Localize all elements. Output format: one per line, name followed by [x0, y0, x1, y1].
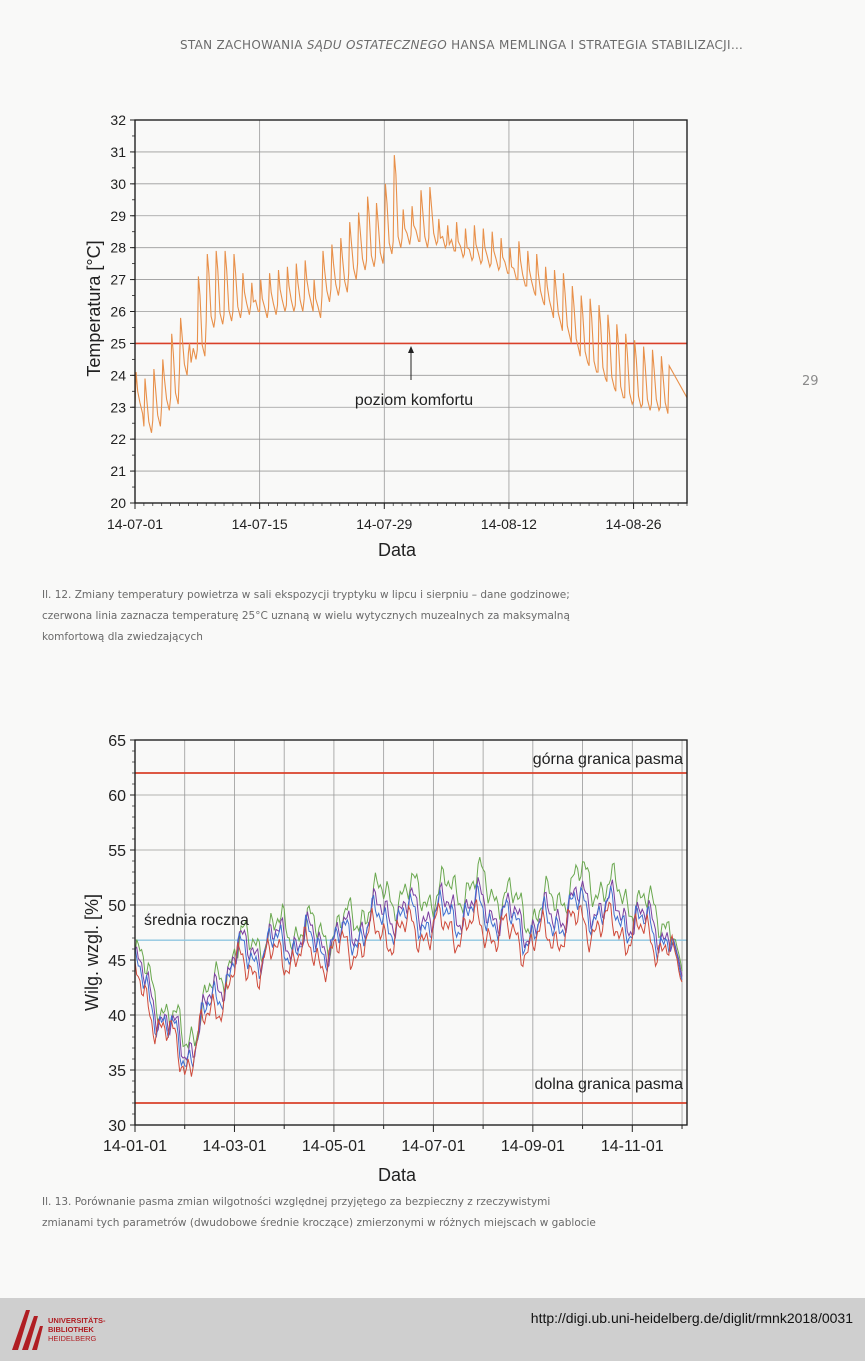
x-tick-label: 14-07-29: [356, 516, 413, 532]
y-axis-label: Wilg. wzgl. [%]: [82, 893, 102, 1012]
plot-frame: [135, 740, 687, 1125]
figure-12: [0, 100, 865, 575]
y-tick-label: 25: [110, 335, 126, 352]
footer-bar: [0, 1298, 865, 1361]
permalink-url[interactable]: http://digi.ub.uni-heidelberg.de/diglit/rmnk2018/0031: [530, 1310, 853, 1326]
library-logo[interactable]: [10, 1306, 120, 1354]
y-tick-label: 32: [110, 112, 126, 128]
x-axis-label: Data: [377, 540, 417, 560]
figure-13: [0, 725, 865, 1195]
y-tick-label: 35: [108, 1063, 126, 1080]
y-tick-label: 65: [108, 733, 126, 750]
y-tick-label: 29: [110, 207, 126, 224]
x-tick-label: 14-08-26: [605, 516, 662, 532]
page-number: 29: [802, 374, 819, 389]
figure-13-caption: [42, 1192, 642, 1234]
y-tick-label: 28: [110, 239, 126, 256]
y-tick-label: 40: [108, 1008, 126, 1025]
annotation-comfort-level: poziom komfortu: [354, 392, 474, 409]
logo-line-1: UNIVERSITÄTS-: [48, 1316, 106, 1325]
x-tick-label: 14-07-01: [401, 1138, 466, 1155]
y-tick-label: 22: [110, 431, 126, 448]
humidity-series-line-1: [135, 857, 682, 1047]
y-tick-label: 30: [108, 1118, 126, 1135]
x-tick-label: 14-03-01: [202, 1138, 267, 1155]
logo-line-3: HEIDELBERG: [48, 1334, 97, 1343]
y-tick-label: 20: [110, 495, 126, 511]
y-tick-label: 23: [110, 399, 126, 416]
running-head-text-end: HANSA MEMLINGA I STRATEGIA STABILIZACJI…: [447, 38, 744, 52]
x-tick-label: 14-05-01: [301, 1138, 366, 1155]
caption-line: zmianami tych parametrów (dwudobowe średnie kroczące) zmierzonymi w różnych miejscach w gablocie: [42, 1217, 596, 1229]
y-tick-label: 50: [108, 898, 126, 915]
annotation-upper-band: górna granica pasma: [532, 751, 683, 768]
x-tick-label: 14-11-01: [600, 1138, 664, 1155]
annotation-arrow-head: [408, 346, 414, 353]
x-tick-label: 14-07-15: [231, 516, 288, 532]
y-tick-label: 55: [108, 843, 126, 860]
library-logo-icon: [10, 1306, 44, 1352]
y-tick-label: 27: [110, 271, 126, 288]
x-tick-label: 14-07-01: [106, 516, 164, 532]
x-tick-label: 14-01-01: [102, 1138, 168, 1155]
caption-line: Il. 13. Porównanie pasma zmian wilgotności względnej przyjętego za bezpieczny z rzeczywistymi: [42, 1196, 551, 1208]
caption-line: czerwona linia zaznacza temperaturę 25°C uznaną w wielu wytycznych muzealnych za maksymalną: [42, 610, 570, 622]
x-tick-label: 14-08-12: [480, 516, 537, 532]
caption-line: komfortową dla zwiedzających: [42, 631, 203, 643]
running-head: [180, 38, 800, 52]
y-tick-label: 45: [108, 953, 126, 970]
figure-12-caption: [42, 585, 602, 648]
temperature-chart: [0, 100, 865, 570]
y-tick-label: 31: [110, 143, 126, 160]
x-axis-label: Data: [377, 1165, 417, 1185]
x-tick-label: 14-09-01: [500, 1138, 565, 1155]
running-head-title: SĄDU OSTATECZNEGO: [306, 38, 448, 52]
annotation-lower-band: dolna granica pasma: [534, 1076, 683, 1093]
y-tick-label: 30: [110, 175, 126, 192]
y-tick-label: 21: [110, 463, 126, 480]
caption-line: Il. 12. Zmiany temperatury powietrza w sali ekspozycji tryptyku w lipcu i sierpniu – dane godzinowe;: [42, 589, 570, 601]
logo-line-2: BIBLIOTHEK: [48, 1325, 94, 1334]
running-head-text: STAN ZACHOWANIA: [180, 38, 307, 52]
y-axis-label: Temperatura [°C]: [84, 240, 104, 377]
humidity-chart: [0, 725, 865, 1190]
annotation-annual-mean: średnia roczna: [144, 912, 249, 930]
y-tick-label: 24: [110, 367, 126, 384]
y-tick-label: 60: [108, 788, 126, 805]
y-tick-label: 26: [110, 303, 126, 320]
